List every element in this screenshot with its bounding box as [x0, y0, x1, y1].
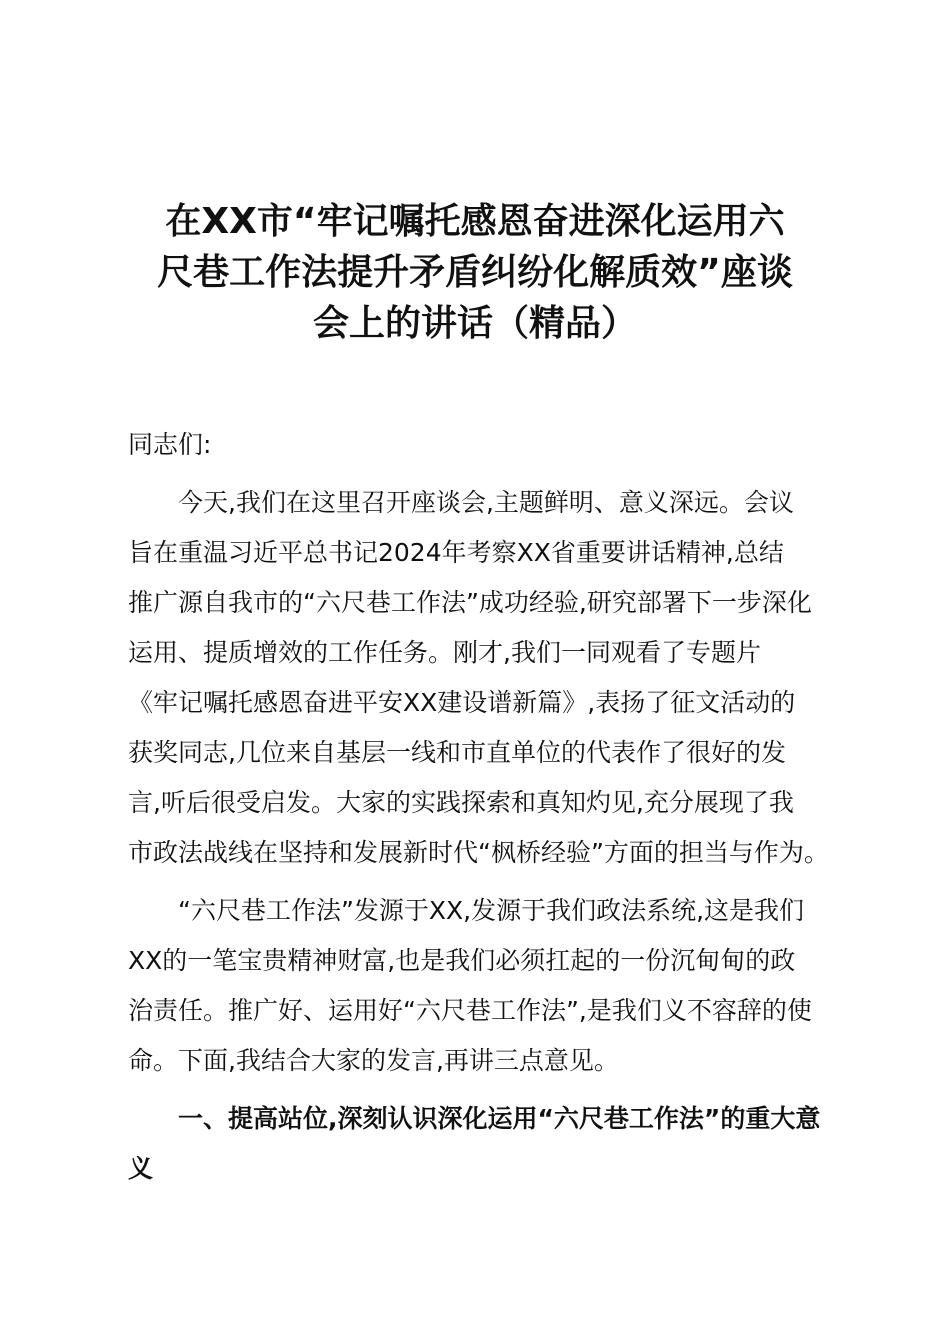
text-line: 运用、提质增效的工作任务。刚才,我们一同观看了专题片 [128, 638, 761, 667]
text-line: 市政法战线在坚持和发展新时代“枫桥经验”方面的担当与作为。 [128, 838, 829, 867]
text-line: 旨在重温习近平总书记2024年考察XX省重要讲话精神,总结 [128, 538, 784, 567]
text-line: 《牢记嘱托感恩奋进平安XX建设谱新篇》,表扬了征文活动的 [128, 688, 796, 717]
text-line: “六尺巷工作法”发源于XX,发源于我们政法系统,这是我们 [178, 896, 805, 925]
text-line: 言,听后很受启发。大家的实践探索和真知灼见,充分展现了我 [128, 788, 794, 817]
text-line: XX的一笔宝贵精神财富,也是我们必须扛起的一份沉甸甸的政 [128, 946, 796, 975]
document-title [100, 196, 850, 349]
heading-line: 义 [128, 1154, 154, 1183]
title-line: 在XX市“牢记嘱托感恩奋进深化运用六 [165, 201, 785, 242]
text-line: 获奖同志,几位来自基层一线和市直单位的代表作了很好的发 [128, 738, 786, 767]
title-line: 尺巷工作法提升矛盾纠纷化解质效”座谈 [157, 252, 793, 293]
section-heading [128, 1094, 828, 1194]
title-line: 会上的讲话（精品） [312, 303, 637, 344]
salutation: 同志们: [128, 430, 212, 459]
heading-line: 一、提高站位,深刻认识深化运用“六尺巷工作法”的重大意 [178, 1104, 821, 1133]
paragraph [128, 886, 828, 1086]
text-line: 命。下面,我结合大家的发言,再讲三点意见。 [128, 1046, 619, 1075]
text-line: 治责任。推广好、运用好“六尺巷工作法”,是我们义不容辞的使 [128, 996, 812, 1025]
text-line: 今天,我们在这里召开座谈会,主题鲜明、意义深远。会议 [178, 488, 794, 517]
text-line: 推广源自我市的“六尺巷工作法”成功经验,研究部署下一步深化 [128, 588, 812, 617]
paragraph [128, 478, 828, 878]
document-body [128, 420, 828, 1194]
